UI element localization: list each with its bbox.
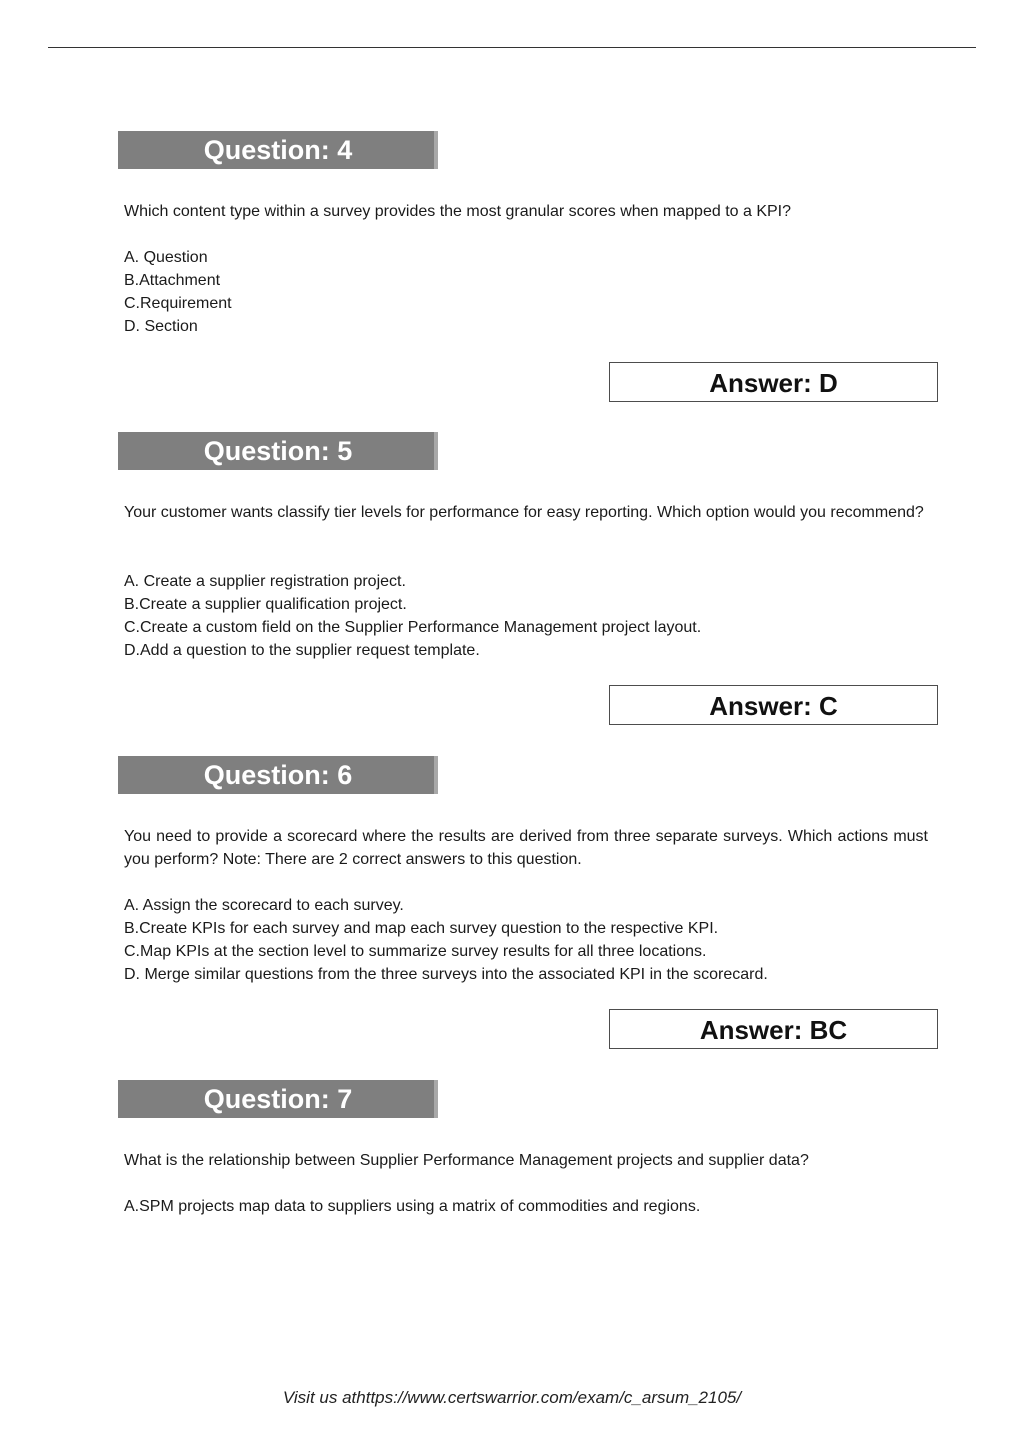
option-item: A. Create a supplier registration project. bbox=[124, 573, 406, 590]
answer-label: Answer: C bbox=[709, 691, 838, 721]
answer-box bbox=[609, 362, 938, 402]
question-label: Question: 4 bbox=[203, 135, 353, 165]
answer-label: Answer: D bbox=[709, 368, 838, 398]
top-rule bbox=[48, 47, 976, 48]
question-text: What is the relationship between Supplier Performance Management projects and supplier data? bbox=[124, 1152, 809, 1169]
option-item: A. Assign the scorecard to each survey. bbox=[124, 897, 404, 914]
option-item: D.Add a question to the supplier request template. bbox=[124, 642, 480, 659]
option-item: A.SPM projects map data to suppliers using a matrix of commodities and regions. bbox=[124, 1198, 701, 1215]
option-item: B.Attachment bbox=[124, 272, 221, 289]
footer-link-text[interactable]: Visit us athttps://www.certswarrior.com/exam/c_arsum_2105/ bbox=[282, 1388, 742, 1407]
question-header bbox=[118, 432, 438, 470]
question-label: Question: 5 bbox=[203, 436, 353, 466]
question-label: Question: 7 bbox=[203, 1084, 353, 1114]
option-item: B.Create a supplier qualification project. bbox=[124, 596, 407, 613]
answer-label: Answer: BC bbox=[699, 1015, 848, 1045]
question-text: You need to provide a scorecard where the results are derived from three separate surveys. Which actions must you perform? Note: There are 2 correct answers to this question. bbox=[124, 828, 928, 868]
option-item: D. Section bbox=[124, 318, 198, 335]
question-text: Which content type within a survey provides the most granular scores when mapped to a KPI? bbox=[124, 203, 792, 220]
option-item: C.Map KPIs at the section level to summarize survey results for all three locations. bbox=[124, 943, 707, 960]
option-item: B.Create KPIs for each survey and map each survey question to the respective KPI. bbox=[124, 920, 719, 937]
question-header bbox=[118, 756, 438, 794]
option-item: D. Merge similar questions from the three surveys into the associated KPI in the scorecard. bbox=[124, 966, 768, 983]
question-label: Question: 6 bbox=[203, 760, 353, 790]
question-header bbox=[118, 131, 438, 169]
option-item: A. Question bbox=[124, 249, 208, 266]
option-item: C.Create a custom field on the Supplier Performance Management project layout. bbox=[124, 619, 702, 636]
answer-box bbox=[609, 1009, 938, 1049]
answer-box bbox=[609, 685, 938, 725]
question-header bbox=[118, 1080, 438, 1118]
option-item: C.Requirement bbox=[124, 295, 232, 312]
question-text: Your customer wants classify tier levels for performance for easy reporting. Which option would you recommend? bbox=[124, 504, 924, 521]
